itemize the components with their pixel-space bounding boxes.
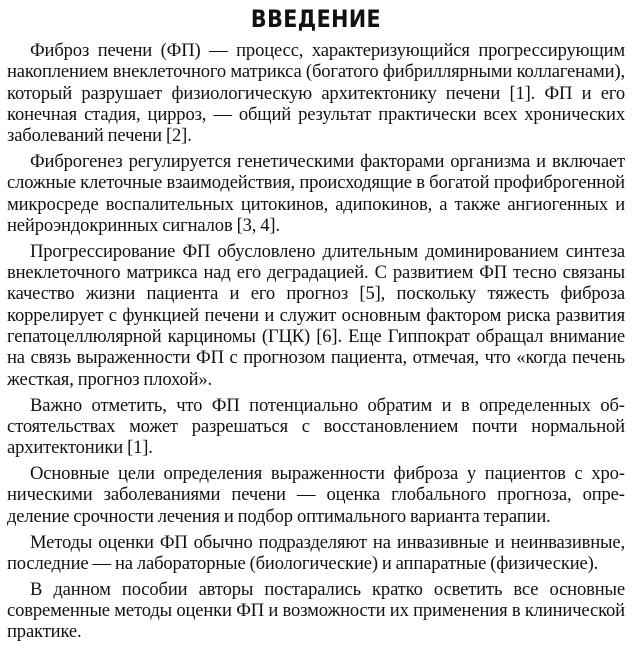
paragraph-fibrogenesis: Фиброгенез регулируется генетическими факторами организма и включает сложные клеточные взаимодействия, происходящие в богатой профиброгенной микросреде воспалительных цитокинов, адипокинов, а также ангиогенных и нейроэндокринных сигналов [3, 4].	[7, 151, 625, 236]
paragraph-assessment-goals: Основные цели определения выраженности фиброза у пациентов с хроническими заболеваниями печени — оценка глобального прогноза, определение срочности лечения и подбор оптимального варианта терапии.	[7, 463, 625, 527]
paragraph-liver-fibrosis-definition: Фиброз печени (ФП) — процесс, характеризующийся прогрессирующим накоплением внеклеточного матрикса (богатого фибриллярными коллагенами), который разрушает физиологическую архитектонику печени [1]. ФП и его конечная стадия, цирроз, — общий результат практически всех хронических заболеваний печени [2].	[7, 40, 625, 147]
paragraph-progression: Прогрессирование ФП обусловлено длительным доминированием синтеза внеклеточного матрикса над его деградацией. С развитием ФП тесно связаны качество жизни пациента и его прогноз [5], поскольку тяжесть фиброза коррелирует с функцией печени и служит основным фактором риска развития гепатоцеллюлярной карциномы (ГЦК) [6]. Еще Гиппократ обращал внимание на связь выраженности ФП с прогнозом пациента, отмечая, что «когда печень жесткая, прогноз плохой».	[7, 240, 625, 390]
page-title: ВВЕДЕНИЕ	[250, 5, 382, 33]
paragraph-manual-scope: В данном пособии авторы постарались кратко осветить все основные современные методы оценки ФП и возможности их применения в клинической практике.	[7, 578, 625, 643]
paragraph-assessment-methods: Методы оценки ФП обычно подразделяют на инвазивные и неинвазивные, последние — на лабораторные (биологические) и аппаратные (физические).	[7, 531, 625, 574]
paragraph-reversibility: Важно отметить, что ФП потенциально обратим и в определенных обстоятельствах может разрешаться с восстановлением почти нормальной архитектоники [1].	[7, 394, 625, 459]
